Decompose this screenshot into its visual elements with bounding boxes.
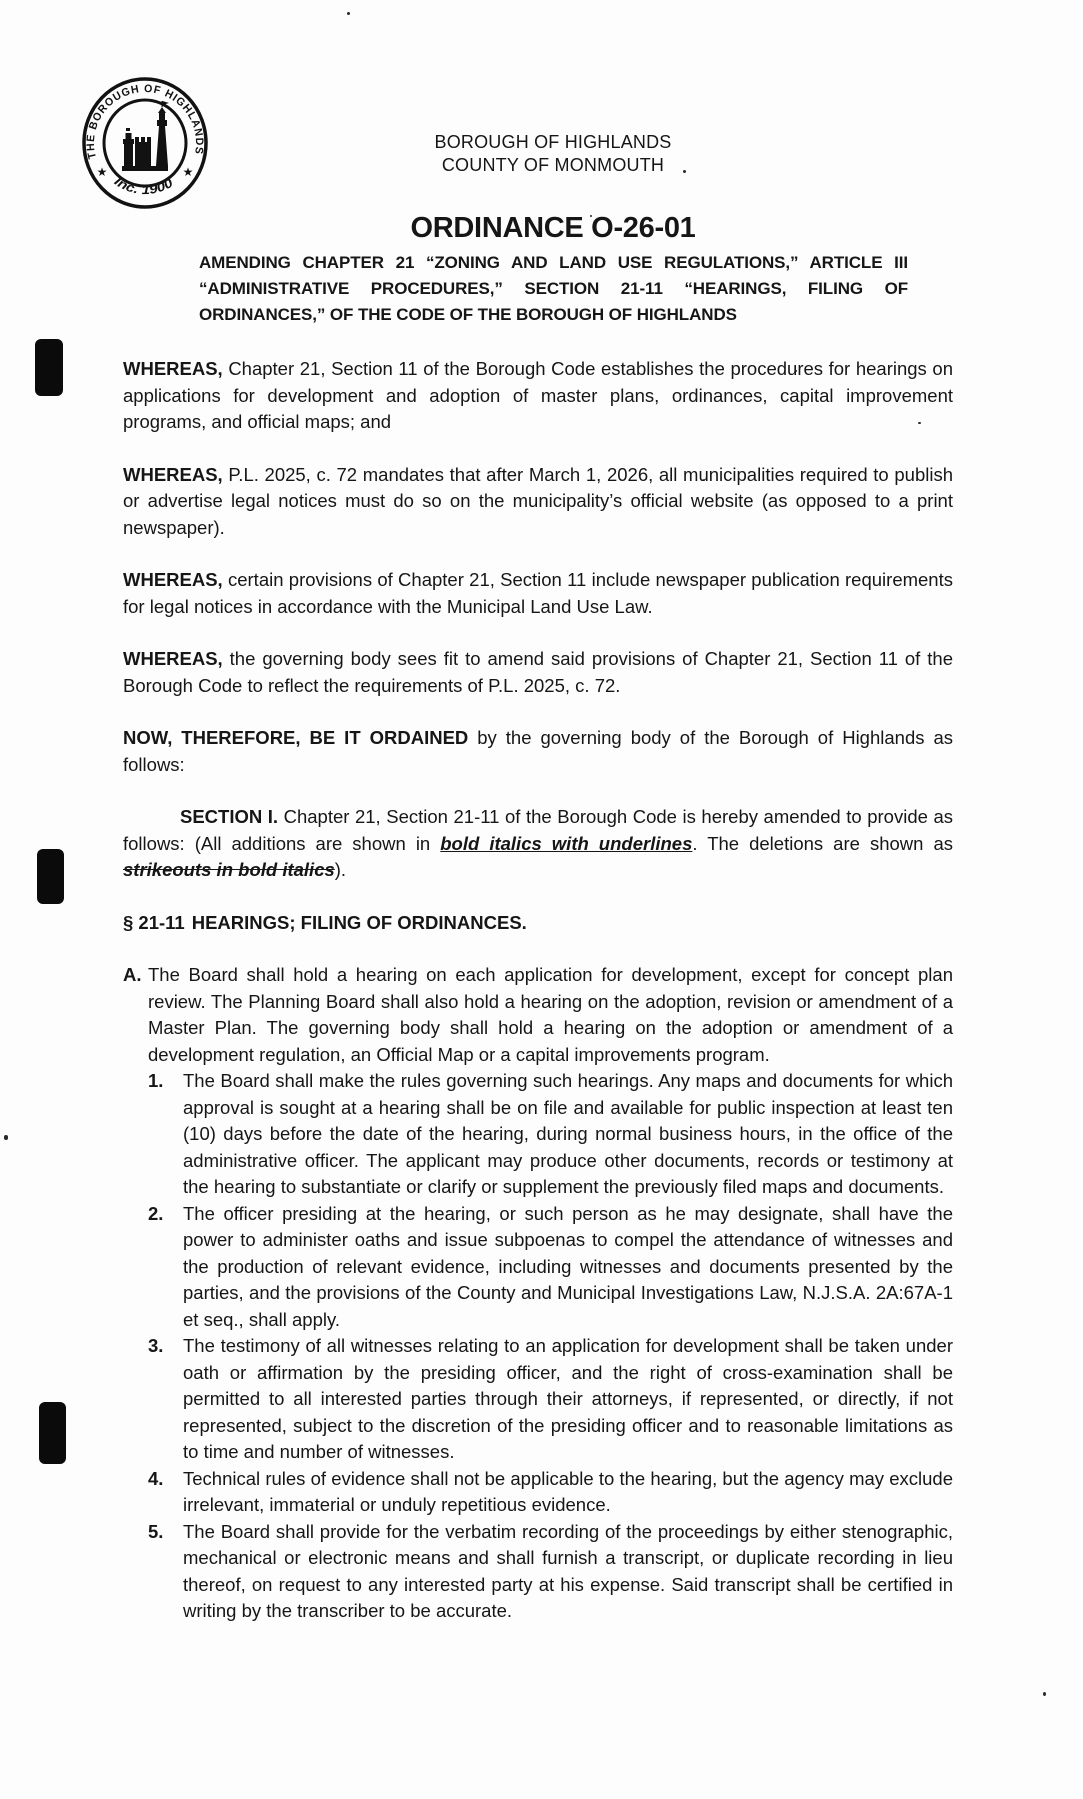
section-1-text: ).: [334, 859, 347, 880]
list-item-3-label: 3.: [148, 1335, 164, 1356]
list-item-3: [148, 1333, 953, 1466]
list-item-a: [123, 962, 953, 1068]
recital-text: the governing body sees fit to amend said provisions of Chapter 21, Section 11 of the Borough Code to reflect the requirements of P.L. 2025, c. 72.: [123, 648, 953, 696]
section-1-text: . The deletions are shown as: [692, 832, 953, 854]
list-item-a-text: The Board shall hold a hearing on each application for development, except for concept plan review. The Planning Board shall also hold a hearing on the adoption, revision or amendment of a Master Plan. The governing body shall hold a hearing on the adoption or amendment of a development regulation, an Official Map or a capital improvements program.: [148, 964, 953, 1065]
code-section-title: HEARINGS; FILING OF ORDINANCES.: [191, 911, 527, 933]
section-1-text: Chapter 21, Section 21-11 of the Borough Code is hereby amended to provide as follows: (All additions are shown in: [123, 806, 953, 854]
list-item-4-label: 4.: [148, 1467, 164, 1489]
scan-binding-mark: [37, 849, 64, 904]
seal-arc-text: THE BOROUGH OF HIGHLANDS: [84, 82, 206, 161]
section-1-lead: SECTION I.: [180, 806, 279, 827]
list-item-1-label: 1.: [148, 1070, 164, 1091]
list-item-1-text: The Board shall make the rules governing such hearings. Any maps and documents for which approval is sought at a hearing shall be on file and available for public inspection at least ten (10) days before the date of the hearing, during normal business hours, in the office of the administrative officer. The applicant may produce other documents, records or testimony at the hearing to substantiate or clarify or supplement the previously filed maps and documents.: [183, 1070, 953, 1197]
code-section-number: § 21-11: [123, 911, 185, 933]
scan-speck: [347, 12, 350, 15]
recital-lead: WHEREAS,: [123, 648, 223, 669]
code-section-heading: [123, 910, 953, 937]
seal-star-left-icon: ★: [96, 165, 108, 179]
list-item-5-label: 5.: [148, 1520, 164, 1542]
scan-binding-mark: [35, 339, 63, 396]
list-item-4: [148, 1466, 953, 1519]
enacting-text: by the governing body of the Borough of Highlands as follows:: [123, 727, 953, 775]
recital-lead: WHEREAS,: [123, 463, 223, 485]
additions-style-sample: bold italics with underlines: [440, 832, 693, 854]
list-item-3-text: The testimony of all witnesses relating to an application for development shall be taken under oath or affirmation by the presiding officer, and the right of cross-examination shall be permitted to all interested parties through their attorneys, if represented, or directly, if not represented, subject to the discretion of the presiding officer and to reasonable limitations as to time and number of witnesses.: [183, 1335, 953, 1462]
letterhead-line2: COUNTY OF MONMOUTH: [441, 155, 665, 175]
list-item-2-label: 2.: [148, 1202, 164, 1224]
list-item-2: [148, 1201, 953, 1334]
scan-speck: [1043, 1692, 1046, 1696]
recital-whereas-1: [123, 356, 953, 436]
section-1-paragraph: [123, 804, 953, 884]
ordinance-body: [123, 356, 953, 1625]
list-item-1: [148, 1068, 953, 1201]
letterhead: [23, 131, 1083, 177]
list-item-5: [148, 1519, 953, 1625]
scan-binding-mark: [39, 1402, 66, 1464]
letterhead-line1: BOROUGH OF HIGHLANDS: [434, 132, 672, 152]
enacting-clause: [123, 725, 953, 778]
scan-speck: [4, 1135, 8, 1140]
recital-text: certain provisions of Chapter 21, Section 11 include newspaper publication requirements for legal notices in accordance with the Municipal Land Use Law.: [123, 569, 953, 617]
list-item-4-text: Technical rules of evidence shall not be applicable to the hearing, but the agency may exclude irrelevant, immaterial or unduly repetitious evidence.: [183, 1467, 953, 1515]
recital-whereas-2: [123, 462, 953, 542]
enacting-lead: NOW, THEREFORE, BE IT ORDAINED: [123, 727, 469, 748]
list-item-2-text: The officer presiding at the hearing, or such person as he may designate, shall have the power to administer oaths and issue subpoenas to compel the attendance of witnesses and the production of relevant evidence, including witnesses and documents presented by the parties, and the provisions of the County and Municipal Investigations Law, N.J.S.A. 2A:67A-1 et seq., shall apply.: [183, 1202, 953, 1330]
recital-lead: WHEREAS,: [123, 358, 223, 379]
recital-lead: WHEREAS,: [123, 569, 223, 590]
recital-text: Chapter 21, Section 11 of the Borough Code establishes the procedures for hearings on applications for development and adoption of master plans, ordinances, capital improvement programs, and official maps; and: [123, 358, 953, 432]
ordinance-subtitle: AMENDING CHAPTER 21 “ZONING AND LAND USE REGULATIONS,” ARTICLE III “ADMINISTRATIVE PROCEDURES,” SECTION 21-11 “HEARINGS, FILING OF ORDINANCES,” OF THE CODE OF THE BOROUGH OF HIGHLANDS: [199, 253, 908, 324]
list-item-5-text: The Board shall provide for the verbatim recording of the proceedings by either stenographic, mechanical or electronic means and shall furnish a transcript, or duplicate recording in lieu thereof, on request to any interested party at his expense. Said transcript shall be certified in writing by the transcriber to be accurate.: [183, 1520, 953, 1621]
seal-bottom-text: Inc. 1900: [111, 174, 175, 198]
deletions-style-sample: strikeouts in bold italics: [123, 859, 335, 880]
recital-text: P.L. 2025, c. 72 mandates that after March 1, 2026, all municipalities required to publish or advertise legal notices must do so on the municipality’s official website (as opposed to a print newspaper).: [123, 463, 953, 538]
recital-whereas-4: [123, 646, 953, 699]
seal-star-right-icon: ★: [182, 165, 194, 179]
ordinance-title: ORDINANCE O-26-01: [410, 212, 696, 244]
recital-whereas-3: [123, 567, 953, 620]
list-item-a-label: A.: [123, 964, 142, 985]
